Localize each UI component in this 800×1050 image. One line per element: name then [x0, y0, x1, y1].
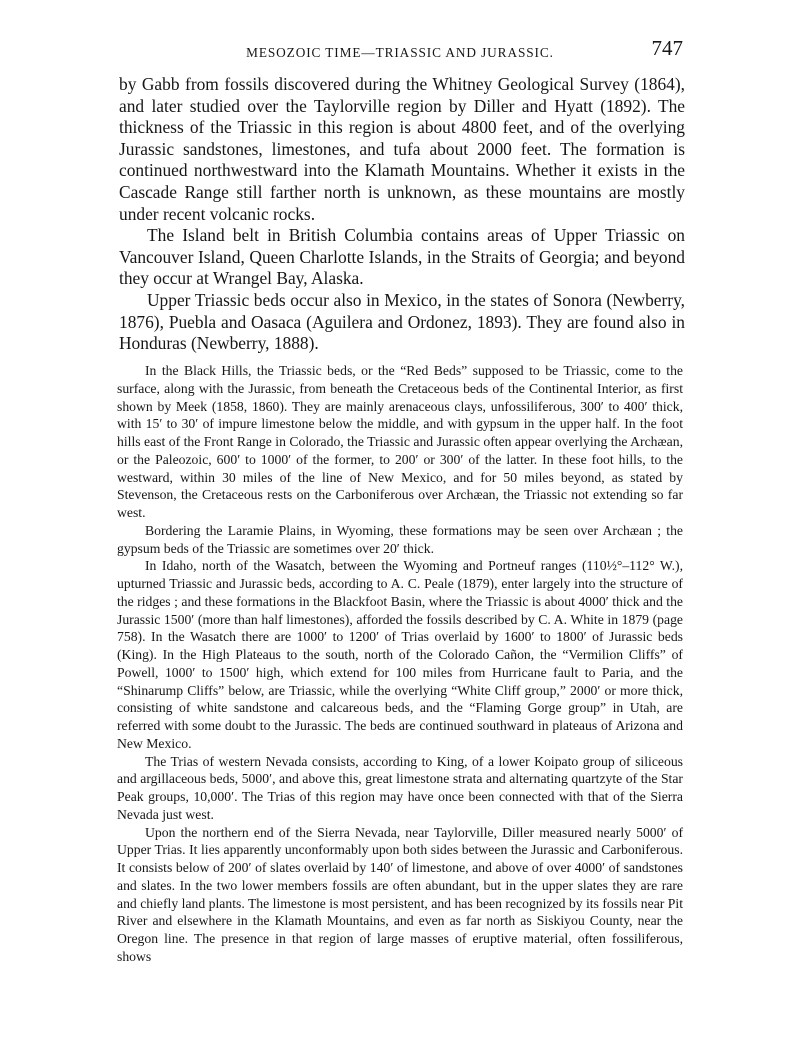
paragraph: Upper Triassic beds occur also in Mexico, in the states of Sonora (Newberry, 1876), Puebla and Oasaca (Aguilera and Ordonez, 1893). They are found also in Honduras (Newberry, 1888).	[119, 289, 685, 354]
page-number: 747	[651, 36, 683, 60]
paragraph: The Island belt in British Columbia contains areas of Upper Triassic on Vancouver Island, Queen Charlotte Islands, in the Straits of Georgia; and beyond they occur at Wrangel Bay, Alaska.	[119, 225, 685, 289]
paragraph: Bordering the Laramie Plains, in Wyoming, these formations may be seen over Archæan ; the gypsum beds of the Triassic are sometimes over 20′ thick.	[117, 522, 683, 556]
paragraph: Upon the northern end of the Sierra Nevada, near Taylorville, Diller measured nearly 5000′ of Upper Trias. It lies apparently unconformably upon both sides between the Jurassic and Carboniferous. It consists below of 200′ of slates overlaid by 140′ of limestone, and above of over 4000′ of sandstones and slates. In the two lower members fossils are often abundant, but in the upper slates they are rare and chiefly land plants. The limestone is most persistent, and has been recognized by its fossils near Pit River and elsewhere in the Klamath Mountains, and even as far north as Siskiyou County, near the Oregon line. The presence in that region of large masses of eruptive material, often fossiliferous, shows	[117, 824, 683, 964]
small-print-text	[117, 362, 683, 966]
page-header	[117, 36, 683, 66]
paragraph: The Trias of western Nevada consists, according to King, of a lower Koipato group of siliceous and argillaceous beds, 5000′, and above this, great limestone strata and alternating quartzyte of the Star Peak groups, 10,000′. The Trias of this region may have once been connected with that of the Sierra Nevada just west.	[117, 753, 683, 822]
paragraph: In Idaho, north of the Wasatch, between the Wyoming and Portneuf ranges (110½°–112° W.), upturned Triassic and Jurassic beds, according to A. C. Peale (1879), enter largely into the structure of the ridges ; and these formations in the Blackfoot Basin, where the Triassic is about 4000′ thick and the Jurassic 1500′ (more than half limestones), afforded the fossils described by C. A. White in 1879 (page 758). In the Wasatch there are 1000′ to 1200′ of Trias overlaid by 1600′ to 1800′ of Jurassic beds (King). In the High Plateaus to the south, north of the Colorado Cañon, the “Vermilion Cliffs” of Powell, 1000′ to 1500′ high, which extend for 100 miles from Hurricane fault to Paria, and the “Shinarump Cliffs” below, are Triassic, while the overlying “White Cliff group,” 2000′ or more thick, consisting of white sandstone and calcareous beds, and the “Flaming Gorge group” in Utah, are referred with some doubt to the Jurassic. The beds are continued southward in plateaus of Arizona and New Mexico.	[117, 558, 683, 751]
main-text	[119, 74, 685, 355]
paragraph: In the Black Hills, the Triassic beds, or the “Red Beds” supposed to be Triassic, come to the surface, along with the Jurassic, from beneath the Cretaceous beds of the Continental Interior, as first shown by Meek (1858, 1860). They are mainly arenaceous clays, unfossiliferous, 300′ to 400′ thick, with 15′ to 30′ of impure limestone below the middle, and with gypsum in the upper half. In the foot hills east of the Front Range in Colorado, the Triassic and Jurassic often appear overlying the Archæan, or the Paleozoic, 600′ to 1000′ of the former, to 200′ or 300′ of the latter. In these foot hills, to the westward, within 30 miles of the line of New Mexico, and for 50 miles beyond, as stated by Stevenson, the Cretaceous rests on the Carboniferous over Archæan, the Triassic not extending so far west.	[117, 363, 683, 520]
running-head: MESOZOIC TIME—TRIASSIC AND JURASSIC.	[246, 45, 554, 60]
paragraph: by Gabb from fossils discovered during the Whitney Geological Survey (1864), and later studied over the Taylorville region by Diller and Hyatt (1892). The thickness of the Triassic in this region is about 4800 feet, and of the overlying Jurassic sandstones, limestones, and tufa about 2000 feet. The formation is continued northwestward into the Klamath Mountains. Whether it exists in the Cascade Range still farther north is unknown, as these mountains are mostly under recent volcanic rocks.	[119, 74, 685, 224]
